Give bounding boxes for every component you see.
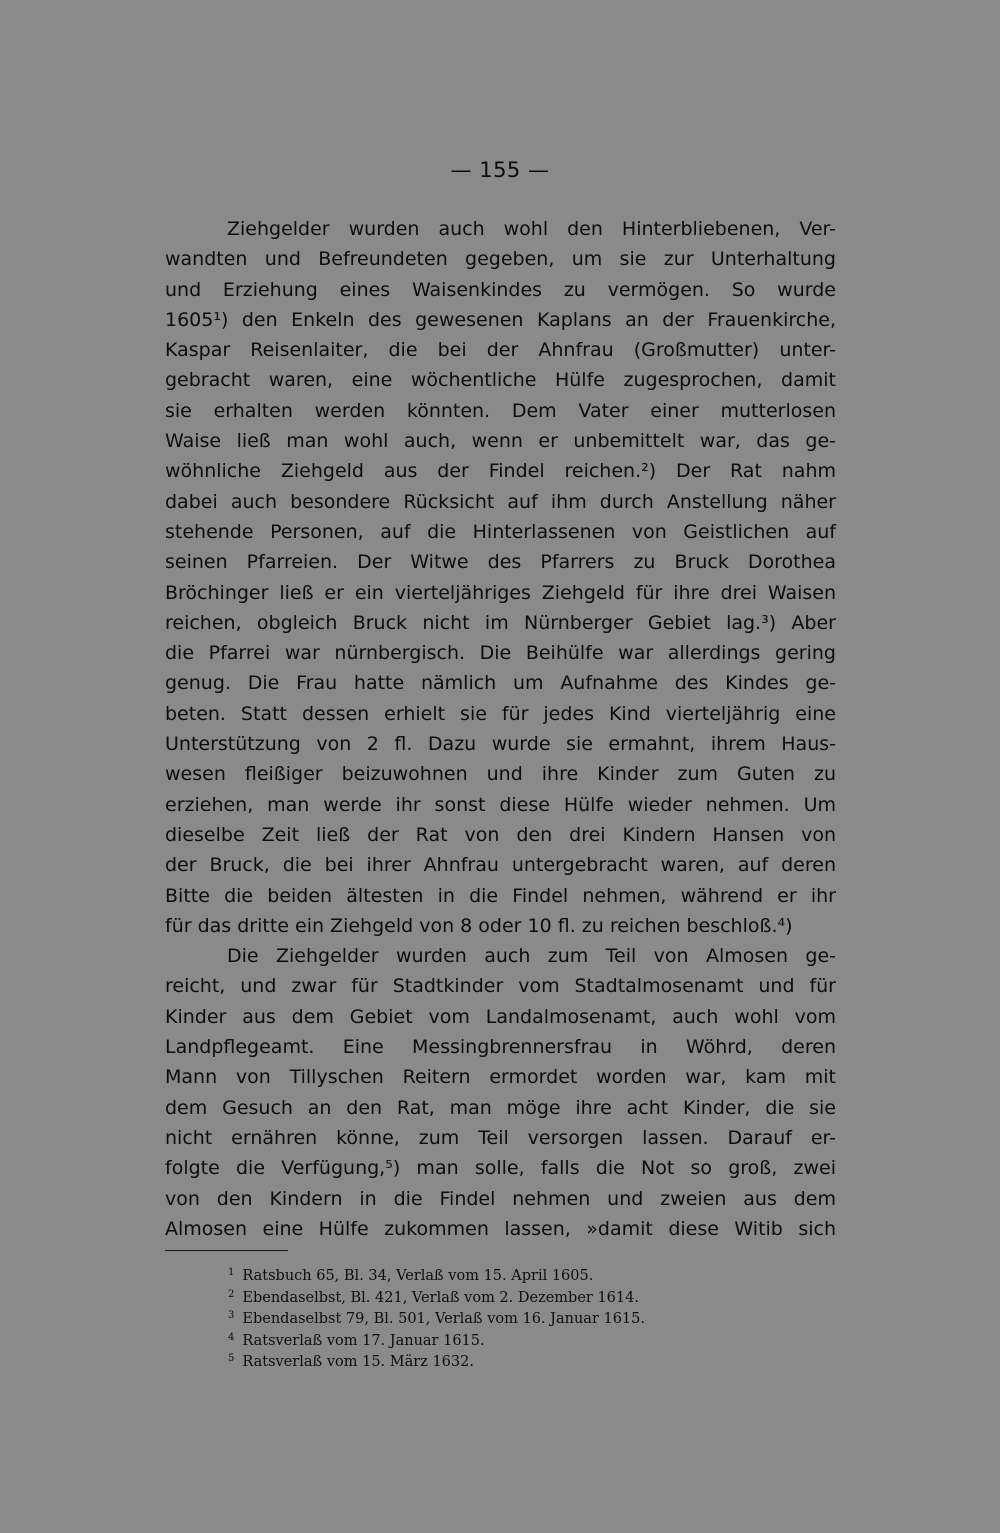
text-line: seinen Pfarreien. Der Witwe des Pfarrers zu Bruck Dorothea	[165, 551, 836, 574]
text-line: für das dritte ein Ziehgeld von 8 oder 10 fl. zu reichen beschloß.⁴)	[165, 914, 793, 937]
footnote-text: Ratsbuch 65, Bl. 34, Verlaß vom 15. April 1605.	[242, 1268, 594, 1284]
text-line: dem Gesuch an den Rat, man möge ihre acht Kinder, die sie	[165, 1096, 836, 1119]
text-line: Landpflegeamt. Eine Messingbrennersfrau in Wöhrd, deren	[165, 1036, 836, 1059]
text-line: stehende Personen, auf die Hinterlassenen von Geistlichen auf	[165, 520, 836, 543]
text-line: 1605¹) den Enkeln des gewesenen Kaplans an der Frauenkirche,	[165, 308, 836, 331]
text-line: dabei auch besondere Rücksicht auf ihm durch Anstellung näher	[165, 490, 836, 513]
text-line: nicht ernähren könne, zum Teil versorgen lassen. Darauf er-	[165, 1126, 836, 1149]
text-line: Unterstützung von 2 fl. Dazu wurde sie ermahnt, ihrem Haus-	[165, 733, 836, 756]
text-line: genug. Die Frau hatte nämlich um Aufnahme des Kindes ge-	[165, 672, 836, 695]
page-number: — 155 —	[450, 158, 550, 182]
footnote	[228, 1284, 788, 1306]
footnote-text: Ratsverlaß vom 15. März 1632.	[242, 1354, 474, 1371]
footnote-mark: 5	[228, 1353, 235, 1365]
footnote-text: Ebendaselbst 79, Bl. 501, Verlaß vom 16. Januar 1615.	[242, 1311, 645, 1328]
text-line: Die Ziehgelder wurden auch zum Teil von Almosen ge-	[227, 945, 836, 968]
footnote	[228, 1348, 788, 1370]
footnote	[228, 1262, 788, 1284]
text-line: Almosen eine Hülfe zukommen lassen, »damit diese Witib sich	[165, 1217, 836, 1240]
text-line: Kaspar Reisenlaiter, die bei der Ahnfrau (Großmutter) unter-	[165, 339, 836, 362]
text-line: wöhnliche Ziehgeld aus der Findel reichen.²) Der Rat nahm	[165, 460, 836, 483]
footnotes	[228, 1262, 788, 1370]
text-line: von den Kindern in die Findel nehmen und zweien aus dem	[165, 1187, 836, 1210]
text-line: Ziehgelder wurden auch wohl den Hinterbliebenen, Ver-	[227, 218, 836, 240]
text-line: beten. Statt dessen erhielt sie für jedes Kind vierteljährig eine	[165, 702, 836, 725]
text-line: reicht, und zwar für Stadtkinder vom Stadtalmosenamt und für	[165, 975, 836, 998]
footnote-mark: 1	[228, 1267, 235, 1278]
text-line: reichen, obgleich Bruck nicht im Nürnberger Gebiet lag.³) Aber	[165, 611, 836, 634]
text-line: der Bruck, die bei ihrer Ahnfrau untergebracht waren, auf deren	[165, 854, 836, 877]
text-line: wesen fleißiger beizuwohnen und ihre Kinder zum Guten zu	[165, 763, 836, 786]
footnote-mark: 3	[228, 1310, 235, 1322]
body-text	[165, 214, 836, 1244]
footnote-text: Ratsverlaß vom 17. Januar 1615.	[242, 1332, 485, 1349]
footnote	[228, 1327, 788, 1349]
text-line: sie erhalten werden könnten. Dem Vater einer mutterlosen	[165, 399, 836, 422]
footnote-mark: 2	[228, 1288, 235, 1300]
text-line: und Erziehung eines Waisenkindes zu vermögen. So wurde	[165, 278, 836, 301]
footnote-mark: 4	[228, 1331, 235, 1343]
text-line: die Pfarrei war nürnbergisch. Die Beihülfe war allerdings gering	[165, 642, 836, 665]
text-line: Kinder aus dem Gebiet vom Landalmosenamt, auch wohl vom	[165, 1005, 836, 1028]
text-line: Bitte die beiden ältesten in die Findel nehmen, während er ihr	[165, 884, 836, 907]
text-line: Mann von Tillyschen Reitern ermordet worden war, kam mit	[165, 1066, 836, 1089]
text-line: gebracht waren, eine wöchentliche Hülfe zugesprochen, damit	[165, 369, 836, 392]
text-line: folgte die Verfügung,⁵) man solle, falls die Not so groß, zwei	[165, 1157, 836, 1180]
text-line: wandten und Befreundeten gegeben, um sie zur Unterhaltung	[165, 248, 836, 271]
text-line: erziehen, man werde ihr sonst diese Hülfe wieder nehmen. Um	[165, 793, 836, 816]
text-line: Waise ließ man wohl auch, wenn er unbemittelt war, das ge-	[165, 430, 836, 453]
text-line: Bröchinger ließ er ein vierteljähriges Ziehgeld für ihre drei Waisen	[165, 581, 836, 604]
text-line: dieselbe Zeit ließ der Rat von den drei Kindern Hansen von	[165, 823, 836, 846]
footnote	[228, 1305, 788, 1327]
footnote-text: Ebendaselbst, Bl. 421, Verlaß vom 2. Dezember 1614.	[242, 1289, 639, 1306]
footnote-divider	[165, 1250, 288, 1251]
